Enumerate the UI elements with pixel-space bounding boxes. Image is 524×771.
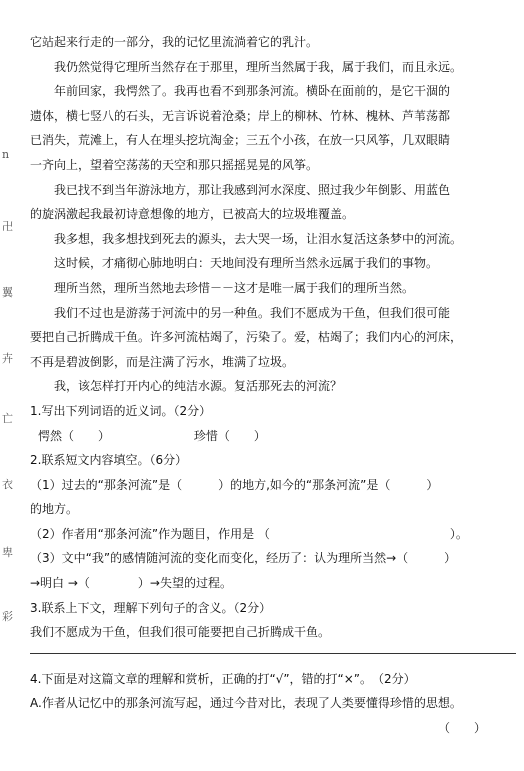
passage-line: 一齐向上，望着空荡荡的天空和那只摇摇晃晃的风筝。 — [30, 157, 319, 172]
question-1-items — [30, 424, 516, 449]
question-2-title: 2.联系短文内容填空。（6分） — [30, 453, 188, 468]
margin-mark: n — [2, 148, 10, 161]
question-4-option-a: A.作者从记忆中的那条河流写起，通过今昔对比，表现了人类要懂得珍惜的思想。 — [30, 696, 462, 711]
passage-line: 我，该怎样打开内心的纯洁水源。复活那死去的河流？ — [54, 379, 343, 394]
passage-line: 已消失，荒滩上，有人在埋头挖坑淘金；三五个小孩，在放一只风筝，几双眼睛 — [30, 133, 451, 148]
question-2-part-1[interactable]: （1）过去的“那条河流”是（ ）的地方,如今的“那条河流”是（ ） — [30, 477, 439, 492]
question-1-title: 1.写出下列词语的近义词。（2分） — [30, 403, 212, 418]
document-page — [30, 0, 516, 741]
question-2-part-3[interactable]: （3）文中“我”的感情随河流的变化而变化，经历了：认为理所当然→（ ） — [30, 551, 457, 566]
margin-mark: 卍 — [2, 220, 13, 233]
margin-mark: 卉 — [2, 352, 13, 365]
passage-line: 这时候，才痛彻心肺地明白：天地间没有理所当然永远属于我们的事物。 — [54, 256, 439, 271]
answer-line[interactable] — [30, 653, 516, 655]
margin-mark: 彩 — [2, 610, 13, 623]
question-3-title: 3.联系上下文，理解下列句子的含义。（2分） — [30, 600, 272, 615]
question-4-option-a-blank[interactable]: （ ） — [437, 721, 486, 736]
passage-line: 遗体，横七竖八的石头，无言诉说着沧桑；岸上的柳林、竹林、槐林、芦苇荡都 — [30, 108, 451, 123]
questions — [30, 399, 516, 741]
passage-line: 的旋涡激起我最初诗意想像的地方，已被高大的垃圾堆覆盖。 — [30, 207, 355, 222]
synonym-blank-1[interactable]: 愕然（ ） — [38, 428, 111, 443]
passage-line: 我多想，我多想找到死去的源头，去大哭一场，让泪水复活这条梦中的河流。 — [54, 231, 463, 246]
question-2-part-2[interactable]: （2）作者用“那条河流”作为题目，作用是 （ ）。 — [30, 526, 468, 541]
passage-line: 我们不过也是游荡于河流中的另一种鱼。我们不愿成为干鱼，但我们很可能 — [54, 305, 451, 320]
margin-mark: 翼 — [2, 286, 13, 299]
passage-line: 我仍然觉得它理所当然存在于那里，理所当然属于我，属于我们，而且永远。 — [54, 59, 463, 74]
question-2-part-1-cont: 的地方。 — [30, 502, 79, 517]
passage-line: 理所当然，理所当然地去珍惜－－这才是唯一属于我们的理所当然。 — [54, 280, 415, 295]
margin-binding-marks — [0, 0, 18, 771]
passage — [30, 0, 516, 399]
margin-mark: 卑 — [2, 546, 13, 559]
question-2-part-3-cont[interactable]: →明白 →（ ）→失望的过程。 — [30, 576, 232, 591]
passage-line: 我已找不到当年游泳地方，那让我感到河水深度、照过我少年倒影、用蓝色 — [54, 182, 451, 197]
passage-line: 它站起来行走的一部分，我的记忆里流淌着它的乳汁。 — [30, 35, 319, 49]
passage-line: 不再是碧波倒影，而是注满了污水，堆满了垃圾。 — [30, 354, 295, 369]
question-4-title: 4.下面是对这篇文章的理解和赏析，正确的打“√”，错的打“×”。 （2分） — [30, 671, 416, 686]
question-3-sentence: 我们不愿成为干鱼，但我们很可能要把自己折腾成干鱼。 — [30, 625, 331, 640]
margin-mark: 亡 — [2, 412, 13, 425]
passage-line: 要把自己折腾成干鱼。许多河流枯竭了，污染了。爱，枯竭了；我们内心的河床， — [30, 330, 463, 345]
synonym-blank-2[interactable]: 珍惜（ ） — [193, 428, 266, 443]
margin-mark: 衣 — [2, 478, 13, 491]
passage-line: 年前回家，我愕然了。我再也看不到那条河流。横卧在面前的，是它干涸的 — [54, 84, 451, 99]
